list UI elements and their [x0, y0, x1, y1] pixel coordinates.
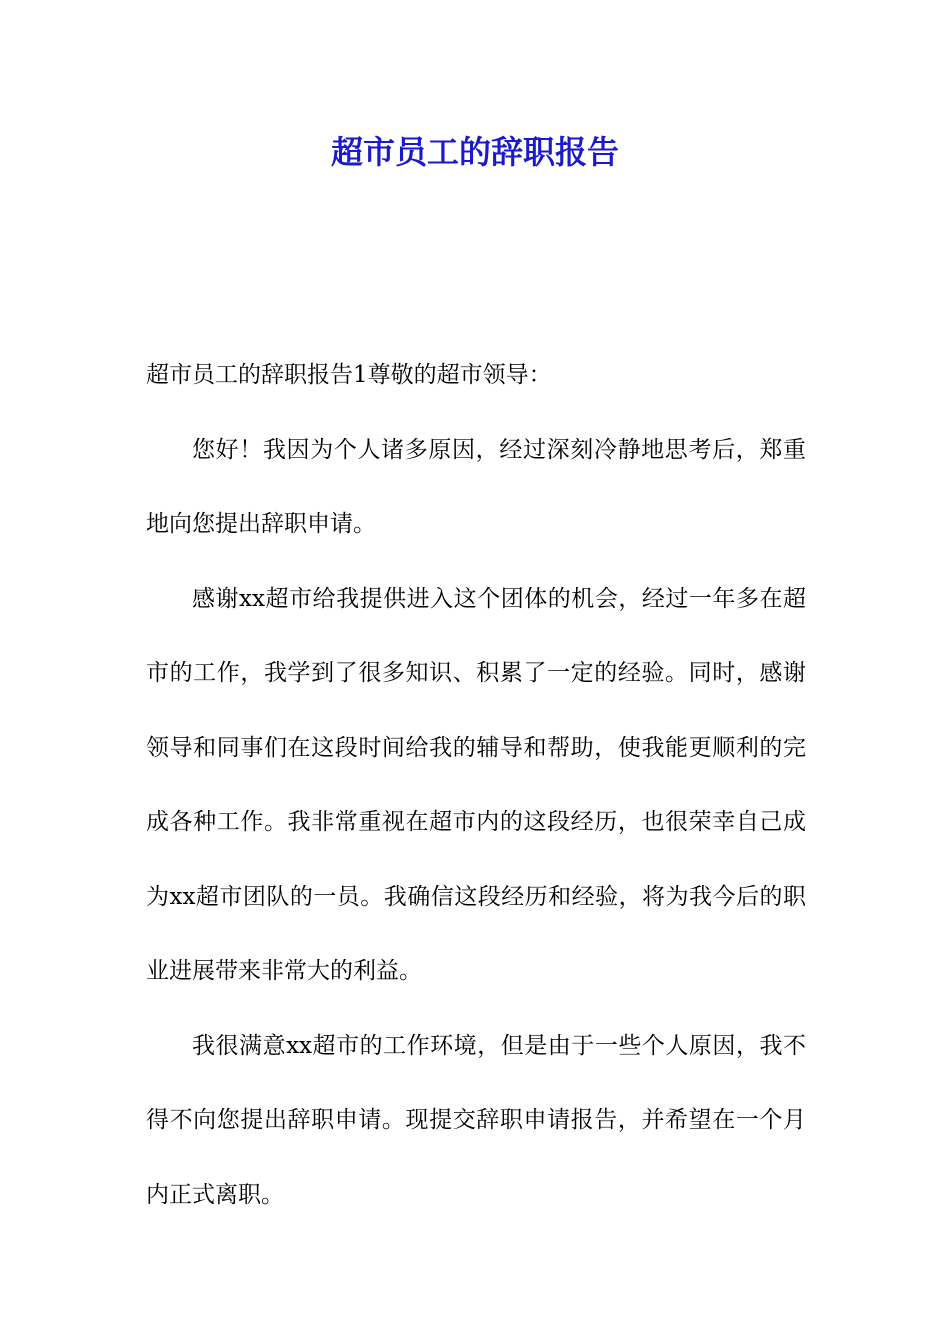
document-body [146, 338, 806, 1232]
salutation-paragraph: 超市员工的辞职报告1尊敬的超市领导： [146, 362, 552, 388]
resignation-paragraph: 我很满意xx超市的工作环境，但是由于一些个人原因，我不得不向您提出辞职申请。现提交辞职申请报告，并希望在一个月内正式离职。 [146, 1032, 806, 1208]
greeting-paragraph: 您好！我因为个人诸多原因，经过深刻冷静地思考后，郑重地向您提出辞职申请。 [146, 436, 806, 537]
gratitude-paragraph: 感谢xx超市给我提供进入这个团体的机会，经过一年多在超市的工作，我学到了很多知识、积累了一定的经验。同时，感谢领导和同事们在这段时间给我的辅导和帮助，使我能更顺利的完成各种工作。我非常重视在超市内的这段经历，也很荣幸自己成为xx超市团队的一员。我确信这段经历和经验，将为我今后的职业进展带来非常大的利益。 [146, 585, 806, 984]
document-title: 超市员工的辞职报告 [330, 133, 619, 171]
